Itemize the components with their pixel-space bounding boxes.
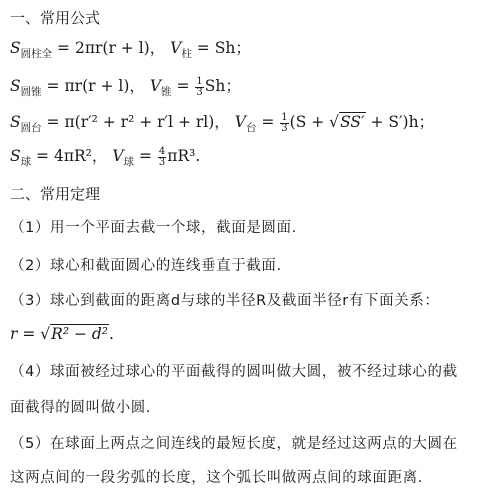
- theorem-5-line-2: 这两点间的一段劣弧的长度，这个弧长叫做两点间的球面距离.: [10, 470, 423, 486]
- theorem-5-line-1: （5）在球面上两点之间连线的最短长度，就是经过这两点的大圆在: [10, 436, 458, 452]
- formula-sphere: $S_球 = 4\pi R^2$， $V_球$ = $\frac{4}{3}$ πR³.: [10, 145, 201, 168]
- section-heading-formulas: 一、常用公式: [10, 9, 101, 27]
- fraction-four-thirds: $\frac{4}{3}$: [158, 145, 166, 168]
- square-root: √SS′: [329, 113, 365, 131]
- formula-cone: $S_{圆锥} = \pi r(r + l)$， $V_锥$ = $\frac{1}{3}$ Sh；: [10, 75, 241, 98]
- square-root: √R² − d²: [40, 325, 109, 343]
- theorem-3: （3）球心到截面的距离d与球的半径R及截面半径r有下面关系：: [10, 293, 440, 309]
- formula-frustum: $S_{圆台} = \pi(r'^2 + r^2 + r'l + rl)$， $V_台$ = $\frac{1}{3}$ (S + √SS′ + S′)h；: [10, 111, 435, 134]
- theorem-4-line-1: （4）球面被经过球心的平面截得的圆叫做大圆，被不经过球心的截: [10, 364, 458, 380]
- section-heading-theorems: 二、常用定理: [10, 185, 101, 203]
- theorem-3-formula: r = √R² − d².: [10, 325, 114, 343]
- fraction-one-third: $\frac{1}{3}$: [281, 111, 288, 134]
- theorem-2: （2）球心和截面圆心的连线垂直于截面.: [10, 258, 282, 274]
- theorem-4-line-2: 面截得的圆叫做小圆.: [10, 400, 152, 416]
- formula-cylinder: $S_{圆柱全} = 2\pi r(r + l)$， $V_柱 = Sh$；: [10, 39, 251, 60]
- fraction-one-third: $\frac{1}{3}$: [196, 75, 203, 98]
- theorem-1: （1）用一个平面去截一个球，截面是圆面.: [10, 220, 297, 236]
